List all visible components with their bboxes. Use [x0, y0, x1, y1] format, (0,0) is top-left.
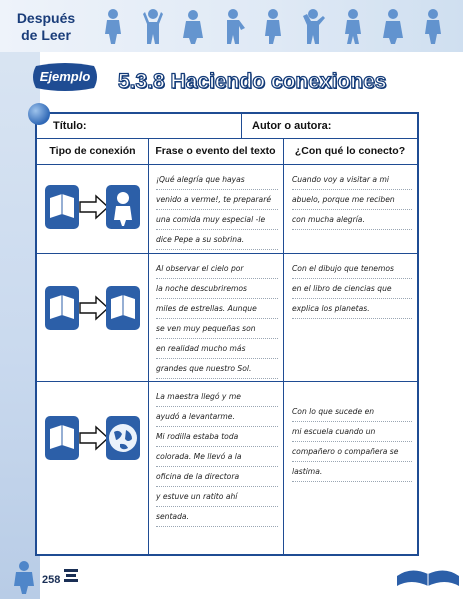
text-line: y estuve un ratito ahí	[156, 487, 278, 507]
text-line: miles de estrellas. Aunque	[156, 299, 278, 319]
stacked-bars-icon	[64, 568, 78, 584]
column-divider	[283, 138, 284, 554]
column-divider	[148, 138, 149, 554]
text-line: La maestra llegó y me	[156, 387, 278, 407]
row-1-connection	[292, 170, 412, 230]
text-line: Con el dibujo que tenemos	[292, 259, 412, 279]
title-field-label: Título:	[37, 114, 242, 138]
author-field-label: Autor o autora:	[252, 120, 332, 132]
text-line: dice Pepe a su sobrina.	[156, 230, 278, 250]
page-number: 258	[42, 574, 61, 586]
text-line: compañero o compañera se	[292, 442, 412, 462]
text-line: venido a verme!, te prepararé	[156, 190, 278, 210]
text-line: en realidad mucho más	[156, 339, 278, 359]
text-line: oficina de la directora	[156, 467, 278, 487]
row-3-phrase	[156, 387, 278, 527]
text-line: Cuando voy a visitar a mi	[292, 170, 412, 190]
row-2-phrase	[156, 259, 278, 379]
example-badge-label: Ejemplo	[39, 69, 91, 84]
title-author-row	[37, 114, 417, 138]
page-title: 5.3.8 Haciendo conexiones	[118, 70, 387, 93]
text-line: ayudó a levantarme.	[156, 407, 278, 427]
text-line: se ven muy pequeñas son	[156, 319, 278, 339]
text-line: sentada.	[156, 507, 278, 527]
text-line: grandes que nuestro Sol.	[156, 359, 278, 379]
text-to-text-icon	[44, 285, 140, 331]
column-header-connection-type: Tipo de conexión	[49, 145, 136, 157]
text-line: lastima.	[292, 462, 412, 482]
divider-line	[37, 381, 417, 382]
text-line: con mucha alegría.	[292, 210, 412, 230]
open-book-icon	[395, 560, 461, 592]
child-silhouette-icon	[10, 560, 38, 594]
text-to-self-icon	[44, 184, 140, 230]
row-3-connection	[292, 402, 412, 482]
section-label	[6, 10, 86, 44]
text-line: en el libro de ciencias que	[292, 279, 412, 299]
text-to-world-icon	[44, 415, 140, 461]
row-2-connection	[292, 259, 412, 319]
divider-line	[37, 164, 417, 165]
children-silhouettes-illustration	[95, 8, 455, 44]
text-line: una comida muy especial -le	[156, 210, 278, 230]
text-line: explica los planetas.	[292, 299, 412, 319]
column-header-connect: ¿Con qué lo conecto?	[294, 145, 406, 157]
column-header-phrase: Frase o evento del texto	[155, 145, 276, 157]
row-1-phrase	[156, 170, 278, 250]
text-line: colorada. Me llevó a la	[156, 447, 278, 467]
section-label-line2: de Leer	[21, 27, 71, 43]
text-line: Mi rodilla estaba toda	[156, 427, 278, 447]
text-line: Con lo que sucede en	[292, 402, 412, 422]
text-line: ¡Qué alegría que hayas	[156, 170, 278, 190]
divider-line	[37, 253, 417, 254]
section-label-line1: Después	[16, 10, 76, 26]
text-line: Al observar el cielo por	[156, 259, 278, 279]
text-line: abuelo, porque me reciben	[292, 190, 412, 210]
text-line: mi escuela cuando un	[292, 422, 412, 442]
text-line: la noche descubriremos	[156, 279, 278, 299]
